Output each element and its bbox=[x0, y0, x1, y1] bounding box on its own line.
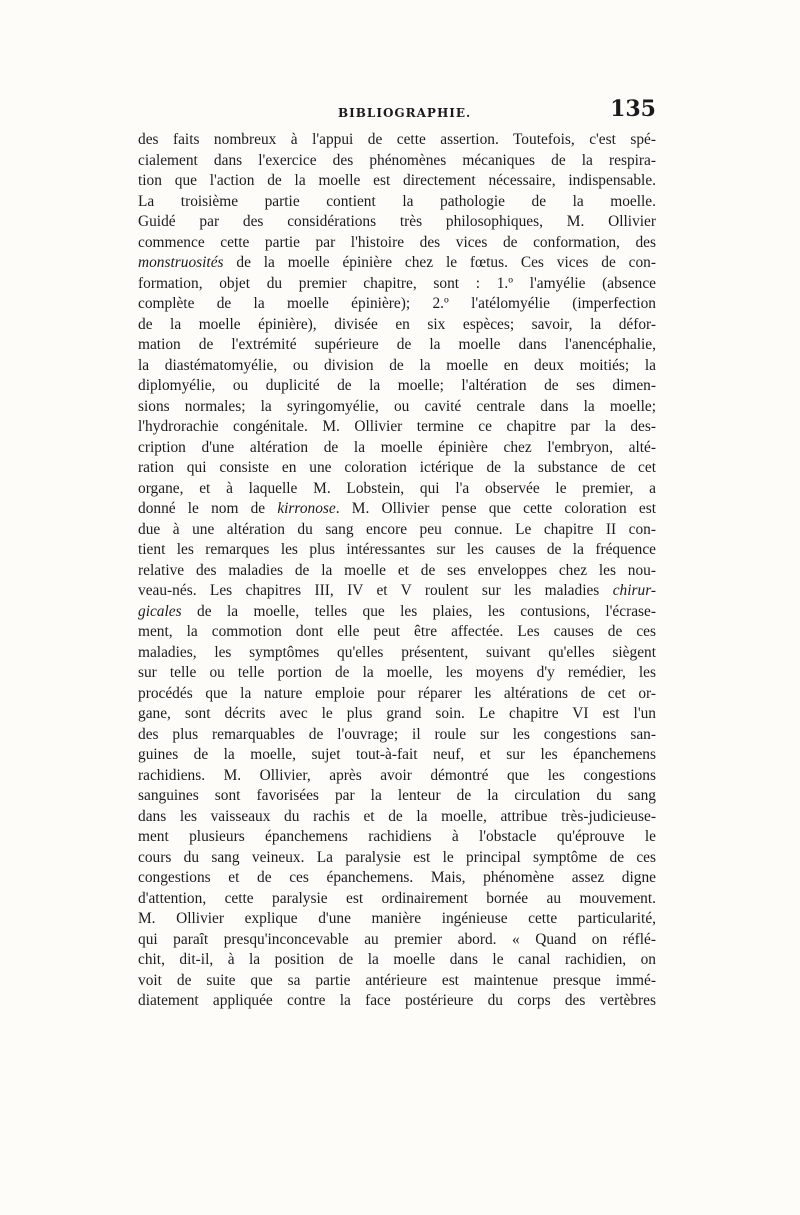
text-line: ration qui consiste en une coloration ictérique de la substance de cet bbox=[138, 459, 656, 476]
text-line: ment plusieurs épanchemens rachidiens à l'obstacle qu'éprouve le bbox=[138, 828, 656, 845]
text-line: tient les remarques les plus intéressantes sur les causes de la fréquence bbox=[138, 541, 656, 558]
text-line: relative des maladies de la moelle et de ses enveloppes chez les nou- bbox=[138, 561, 656, 579]
running-head: BIBLIOGRAPHIE. bbox=[338, 106, 472, 120]
text-line: tion que l'action de la moelle est directement nécessaire, indispensable. bbox=[138, 172, 656, 189]
page-header bbox=[138, 96, 656, 132]
text-line: M. Ollivier explique d'une manière ingénieuse cette particularité, bbox=[138, 910, 656, 927]
body-text bbox=[138, 130, 656, 1012]
text-line: diatement appliquée contre la face postérieure du corps des vertèbres bbox=[138, 992, 656, 1009]
text-line: de la moelle épinière), divisée en six espèces; savoir, la défor- bbox=[138, 315, 656, 333]
text-line: la diastématomyélie, ou division de la moelle en deux moitiés; la bbox=[138, 356, 656, 374]
text-line: rachidiens. M. Ollivier, après avoir démontré que les congestions bbox=[138, 766, 656, 784]
text-line: chit, dit-il, à la position de la moelle dans le canal rachidien, on bbox=[138, 951, 656, 968]
text-line: La troisième partie contient la pathologie de la moelle. bbox=[138, 192, 656, 210]
text-line: cialement dans l'exercice des phénomènes mécaniques de la respira- bbox=[138, 151, 656, 169]
text-line: Guidé par des considérations très philosophiques, M. Ollivier bbox=[138, 213, 656, 230]
text-line: maladies, les symptômes qu'elles présentent, suivant qu'elles siègent bbox=[138, 643, 656, 661]
text-line: qui paraît presqu'inconcevable au premier abord. « Quand on réflé- bbox=[138, 930, 656, 948]
text-line: sanguines sont favorisées par la lenteur de la circulation du sang bbox=[138, 787, 656, 804]
text-line: cours du sang veineux. La paralysie est le principal symptôme de ces bbox=[138, 848, 656, 866]
text-line: diplomyélie, ou duplicité de la moelle; l'altération de ses dimen- bbox=[138, 377, 656, 394]
text-line: formation, objet du premier chapitre, sont : 1.º l'amyélie (absence bbox=[138, 274, 656, 292]
text-line: sions normales; la syringomyélie, ou cavité centrale dans la moelle; bbox=[138, 397, 656, 415]
text-line: dans les vaisseaux du rachis et de la moelle, attribue très-judicieuse- bbox=[138, 807, 656, 825]
text-line: l'hydrorachie congénitale. M. Ollivier termine ce chapitre par la des- bbox=[138, 418, 656, 435]
text-line: due à une altération du sang encore peu connue. Le chapitre II con- bbox=[138, 520, 656, 538]
text-line: voit de suite que sa partie antérieure est maintenue presque immé- bbox=[138, 971, 656, 989]
text-line: guines de la moelle, sujet tout-à-fait neuf, et sur les épanchemens bbox=[138, 746, 656, 763]
text-line: gane, sont décrits avec le plus grand soin. Le chapitre VI est l'un bbox=[138, 705, 656, 722]
text-line: des faits nombreux à l'appui de cette assertion. Toutefois, c'est spé- bbox=[138, 131, 656, 148]
text-line: gicales de la moelle, telles que les plaies, les contusions, l'écrase- bbox=[138, 602, 656, 620]
text-line: sur telle ou telle portion de la moelle, les moyens d'y remédier, les bbox=[138, 664, 656, 681]
page-number: 135 bbox=[610, 96, 656, 122]
text-line: cription d'une altération de la moelle épinière chez l'embryon, alté- bbox=[138, 438, 656, 456]
text-line: commence cette partie par l'histoire des vices de conformation, des bbox=[138, 233, 656, 251]
text-line: organe, et à laquelle M. Lobstein, qui l'a observée le premier, a bbox=[138, 479, 656, 497]
text-line: ment, la commotion dont elle peut être affectée. Les causes de ces bbox=[138, 623, 656, 640]
text-line: veau-nés. Les chapitres III, IV et V roulent sur les maladies chirur- bbox=[138, 582, 656, 599]
text-line: congestions et de ces épanchemens. Mais, phénomène assez digne bbox=[138, 869, 656, 886]
text-line: monstruosités de la moelle épinière chez le fœtus. Ces vices de con- bbox=[138, 254, 656, 271]
text-line: d'attention, cette paralysie est ordinairement bornée au mouvement. bbox=[138, 889, 656, 907]
text-line: des plus remarquables de l'ouvrage; il roule sur les congestions san- bbox=[138, 725, 656, 743]
text-line: procédés que la nature emploie pour réparer les altérations de cet or- bbox=[138, 684, 656, 702]
text-line: complète de la moelle épinière); 2.º l'atélomyélie (imperfection bbox=[138, 295, 656, 312]
text-line: donné le nom de kirronose. M. Ollivier pense que cette coloration est bbox=[138, 500, 656, 517]
text-line: mation de l'extrémité supérieure de la moelle dans l'anencéphalie, bbox=[138, 336, 656, 353]
